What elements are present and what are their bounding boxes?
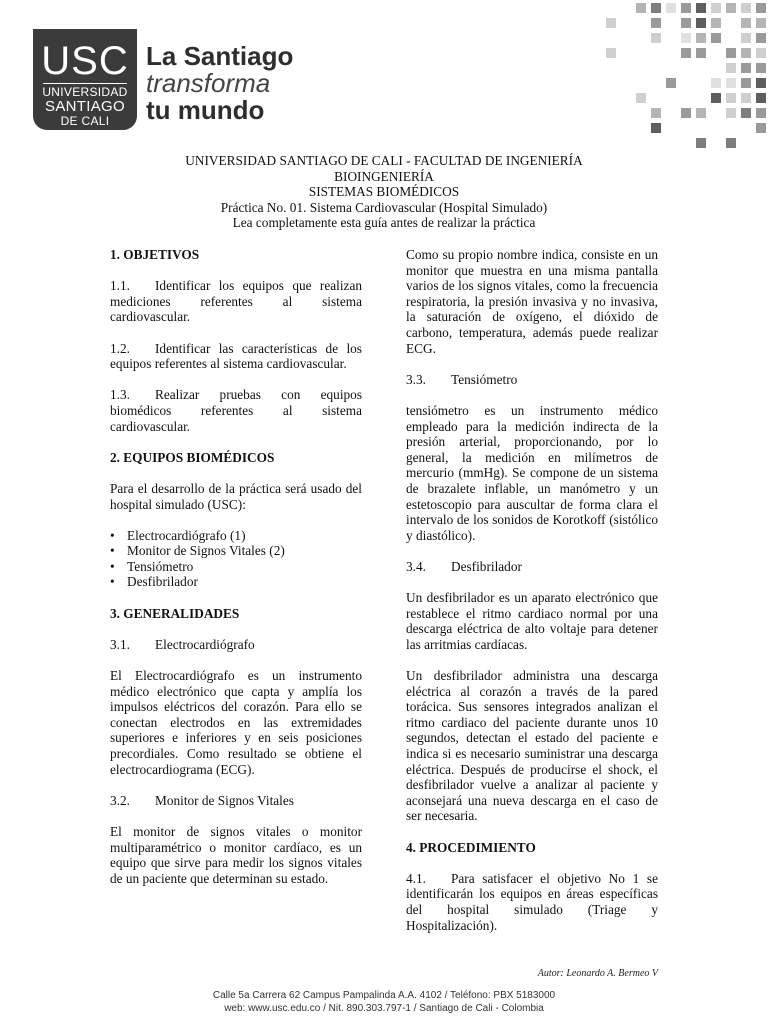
- left-column: [110, 247, 362, 902]
- mosaic-square: [741, 108, 751, 118]
- mosaic-square: [711, 18, 721, 28]
- mosaic-square: [681, 33, 691, 43]
- list-item: • Tensiómetro: [127, 559, 362, 575]
- title-line-5: Lea completamente esta guía antes de realizar la práctica: [232, 215, 536, 231]
- heading-generalidades: 3. GENERALIDADES: [110, 605, 240, 621]
- right-column: [406, 247, 658, 949]
- mosaic-square: [711, 3, 721, 13]
- mosaic-square: [756, 33, 766, 43]
- footer-address: Calle 5a Carrera 62 Campus Pampalinda A.A. 4102 / Teléfono: PBX 5183000: [212, 990, 556, 1001]
- author-note: Autor: Leonardo A. Bermeo V: [537, 968, 658, 979]
- mosaic-square: [666, 78, 676, 88]
- logo-usc-text: USC: [41, 39, 129, 83]
- mosaic-square: [636, 93, 646, 103]
- mosaic-square: [681, 48, 691, 58]
- objective-1-3: 1.3. Realizar pruebas con equipos biomédicos referentes al sistema cardiovascular.: [110, 387, 362, 434]
- title-line-3: SISTEMAS BIOMÉDICOS: [308, 184, 460, 200]
- mosaic-square: [696, 3, 706, 13]
- mosaic-square: [726, 78, 736, 88]
- title-line-4: Práctica No. 01. Sistema Cardiovascular (Hospital Simulado): [220, 199, 548, 215]
- mosaic-square: [726, 93, 736, 103]
- mosaic-square: [741, 3, 751, 13]
- mosaic-square: [741, 63, 751, 73]
- slogan-line-2: transforma: [146, 68, 271, 98]
- slogan-line-1: La Santiago: [146, 41, 294, 71]
- mosaic-square: [681, 18, 691, 28]
- mosaic-square: [651, 108, 661, 118]
- mosaic-square: [726, 63, 736, 73]
- mosaic-square: [741, 78, 751, 88]
- mosaic-square: [651, 33, 661, 43]
- subheading-3-1: 3.1. Electrocardiógrafo: [110, 636, 255, 652]
- pixel-mosaic-decoration: [600, 0, 768, 150]
- slogan: [146, 43, 293, 124]
- mosaic-square: [681, 3, 691, 13]
- title-line-1: UNIVERSIDAD SANTIAGO DE CALI - FACULTAD DE INGENIERÍA: [185, 153, 583, 168]
- objective-1-2: 1.2. Identificar las características de los equipos referentes al sistema cardiovascular.: [110, 340, 362, 372]
- mosaic-square: [741, 93, 751, 103]
- mosaic-square: [756, 93, 766, 103]
- document-title-block: [100, 153, 668, 231]
- mosaic-square: [711, 78, 721, 88]
- mosaic-square: [636, 3, 646, 13]
- paragraph-4-1: 4.1. Para satisfacer el objetivo No 1 se identificarán los equipos en áreas específicas del hospital simulado (Triage y Hospitalización).: [406, 870, 658, 933]
- logo-line-1: UNIVERSIDAD: [42, 85, 128, 99]
- mosaic-square: [741, 48, 751, 58]
- mosaic-square: [756, 123, 766, 133]
- mosaic-square: [651, 18, 661, 28]
- mosaic-square: [666, 3, 676, 13]
- mosaic-square: [756, 78, 766, 88]
- mosaic-square: [756, 108, 766, 118]
- mosaic-square: [756, 48, 766, 58]
- logo-line-2: SANTIAGO: [45, 98, 125, 115]
- equipos-list: [110, 528, 362, 590]
- list-item: • Electrocardiógrafo (1): [127, 528, 362, 544]
- paragraph-3-4a: Un desfibrilador es un aparato electrónico que restablece el ritmo cardiaco normal por una descarga eléctrica de alto voltaje para detener las arritmias cardíacas.: [406, 590, 658, 652]
- mosaic-square: [756, 63, 766, 73]
- mosaic-square: [756, 18, 766, 28]
- mosaic-square: [711, 33, 721, 43]
- list-item: • Desfibrilador: [127, 574, 362, 590]
- mosaic-square: [696, 108, 706, 118]
- mosaic-square: [756, 3, 766, 13]
- mosaic-square: [606, 18, 616, 28]
- title-line-2: BIOINGENIERÍA: [334, 168, 434, 184]
- mosaic-square: [741, 18, 751, 28]
- mosaic-square: [696, 33, 706, 43]
- logo-line-3: DE CALI: [60, 114, 110, 128]
- mosaic-square: [726, 48, 736, 58]
- paragraph-3-1: El Electrocardiógrafo es un instrumento médico electrónico que capta y amplía los impulsos eléctricos del corazón. Para ello se conectan electrodos en las extremidades superiores e inferiores y en seis posiciones precordiales. Como resultado se obtiene el electrocardiograma (ECG).: [110, 668, 362, 777]
- mosaic-square: [651, 3, 661, 13]
- mosaic-square: [651, 123, 661, 133]
- mosaic-square: [681, 108, 691, 118]
- objective-1-1: 1.1. Identificar los equipos que realizan mediciones referentes al sistema cardiovascular.: [110, 278, 362, 325]
- slogan-line-3: tu mundo: [146, 95, 265, 125]
- mosaic-square: [606, 48, 616, 58]
- subheading-3-3: 3.3. Tensiómetro: [406, 371, 518, 387]
- heading-procedimiento: 4. PROCEDIMIENTO: [406, 839, 536, 855]
- mosaic-square: [726, 108, 736, 118]
- paragraph-3-4b: Un desfibrilador administra una descarga eléctrica al corazón a través de la pared torácica. Sus sensores integrados analizan el ritmo cardiaco del paciente durante unos 10 segundos, detectan el estado del paciente e indica si es necesario suministrar una descarga eléctrica. Después de producirse el shock, el desfibrilador vuelve a analizar al paciente y aconsejará una nueva descarga en el caso de ser necesaria.: [406, 668, 658, 824]
- mosaic-square: [696, 138, 706, 148]
- paragraph-3-2: El monitor de signos vitales o monitor multiparamétrico o monitor cardíaco, es un equipo que sirve para medir los signos vitales de un paciente que determinan su estado.: [110, 823, 362, 886]
- paragraph-3-2-continued: Como su propio nombre indica, consiste en un monitor que muestra en una misma pantalla varios de los signos vitales, como la frecuencia respiratoria, la presión invasiva y no invasiva, la saturación de oxígeno, el dióxido de carbono, temperatura, además puede realizar ECG.: [406, 247, 658, 356]
- mosaic-square: [726, 138, 736, 148]
- mosaic-square: [741, 33, 751, 43]
- logo-divider: [43, 83, 127, 84]
- mosaic-square: [696, 18, 706, 28]
- subheading-3-4: 3.4. Desfibrilador: [406, 558, 522, 574]
- mosaic-square: [726, 3, 736, 13]
- mosaic-square: [696, 48, 706, 58]
- heading-equipos: 2. EQUIPOS BIOMÉDICOS: [110, 449, 275, 465]
- heading-objetivos: 1. OBJETIVOS: [110, 247, 200, 262]
- subheading-3-2: 3.2. Monitor de Signos Vitales: [110, 792, 294, 808]
- footer-web: web: www.usc.edu.co / Nit. 890.303.797-1 / Santiago de Cali - Colombia: [224, 1003, 544, 1014]
- equipos-intro: Para el desarrollo de la práctica será usado del hospital simulado (USC):: [110, 480, 362, 512]
- usc-logo: [33, 29, 137, 130]
- mosaic-square: [711, 93, 721, 103]
- paragraph-3-3: tensiómetro es un instrumento médico empleado para la medición indirecta de la presión arterial, proporcionando, por lo general, la medición en milímetros de mercurio (mmHg). Se compone de un sistema de brazalete inflable, un manómetro y un estetoscopio para auscultar de forma clara el intervalo de los sonidos de Korotkoff (sistólico y diastólico).: [406, 402, 658, 543]
- list-item: • Monitor de Signos Vitales (2): [127, 543, 362, 559]
